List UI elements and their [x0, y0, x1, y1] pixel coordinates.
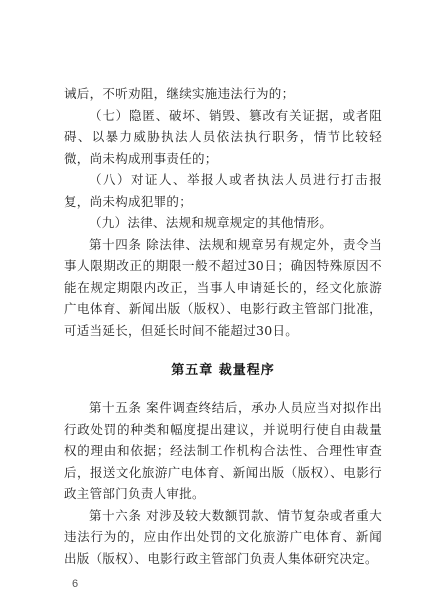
paragraph-article-14: 第十四条 除法律、法规和规章另有规定外，责令当事人限期改正的期限一般不超过30日；确因特殊原因不能在规定期限内改正，当事人申请延长的，经文化旅游广电体育、新闻出版（版权）、电影行政主管部门批准，可适当延长，但延长时间不能超过30日。	[64, 236, 382, 338]
paragraph-continuation: 诫后，不听劝阻，继续实施违法行为的；	[64, 86, 295, 101]
paragraph-article-16: 第十六条 对涉及较大数额罚款、情节复杂或者重大违法行为的，应由作出处罚的文化旅游广电体育、新闻出版（版权）、电影行政主管部门负责人集体研究决定。	[64, 507, 382, 566]
body-text	[64, 83, 382, 569]
chapter-title: 第五章 裁量程序	[171, 363, 275, 378]
paragraph-item-9: （九）法律、法规和规章规定的其他情形。	[89, 215, 333, 230]
page-number: 6	[72, 578, 79, 590]
paragraph-article-15: 第十五条 案件调查终结后，承办人员应当对拟作出行政处罚的种类和幅度提出建议，并说明行使自由裁量权的理由和依据；经法制工作机构合法性、合理性审查后，报送文化旅游广电体育、新闻出版（版权）、电影行政主管部门负责人审批。	[64, 400, 382, 501]
paragraph-item-7: （七）隐匿、破坏、销毁、篡改有关证据，或者阻碍、以暴力威胁执法人员依法执行职务，情节比较轻微，尚未构成刑事责任的；	[64, 107, 382, 166]
paragraph-item-8: （八）对证人、举报人或者执法人员进行打击报复，尚未构成犯罪的；	[64, 172, 382, 209]
